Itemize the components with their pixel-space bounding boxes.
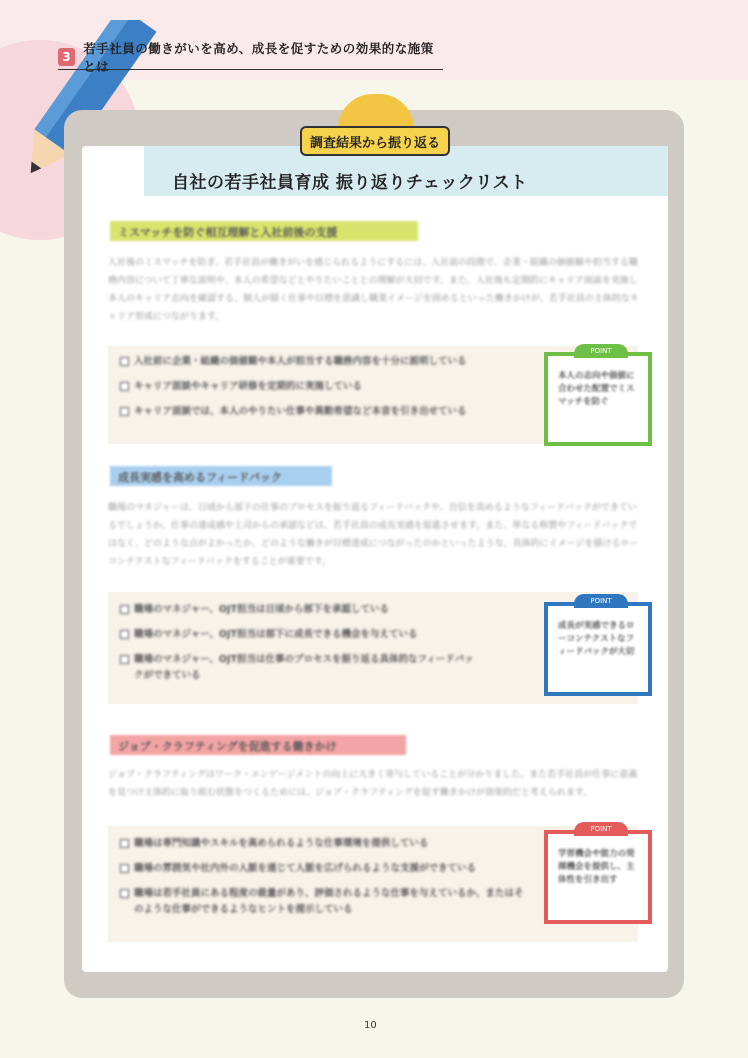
checklist [120, 602, 480, 693]
checklist-item[interactable]: 職場のマネジャー、OJT担当は部下に成長できる機会を与えている [120, 627, 480, 643]
checkbox-icon[interactable] [120, 630, 129, 639]
page-number: 10 [364, 1020, 377, 1031]
section-body-feedback: 職場のマネジャーは、日頃から部下の仕事のプロセスを振り返るフィードバックや、自信を高めるようなフィードバックができているでしょうか。仕事の達成感や上司からの承認などは、若手社員の成長実感を促進させます。また、単なる称賛やフィードバックではなく、どのような点がよかったか、どのような働きが目標達成につながったのかといったような、具体的にイメージを描けるローコンテクストなフィードバックをすることが重要です。 [108, 503, 639, 567]
checkbox-icon[interactable] [120, 357, 129, 366]
point-box-feedback [544, 597, 652, 696]
checklist-item[interactable]: 職場のマネジャー、OJT担当は日頃から部下を承認している [120, 602, 480, 618]
chapter-header [58, 40, 443, 74]
checkbox-icon[interactable] [120, 382, 129, 391]
point-text: 学習機会や能力の発揮機会を提供し、主体性を引き出す [558, 849, 635, 885]
point-tag: POINT [574, 344, 628, 358]
checklist [120, 354, 467, 429]
section-heading-mismatch: ミスマッチを防ぐ相互理解と入社前後の支援 [110, 221, 418, 241]
section-heading-feedback: 成長実感を高めるフィードバック [110, 466, 332, 486]
chapter-title: 若手社員の働きがいを高め、成長を促すための効果的な施策とは [83, 40, 434, 74]
checklist-item[interactable]: キャリア面談では、本人のやりたい仕事や異動希望など本音を引き出せている [120, 404, 467, 420]
checkbox-icon[interactable] [120, 655, 129, 664]
checklist [120, 836, 530, 927]
checkbox-icon[interactable] [120, 605, 129, 614]
checklist-item[interactable]: 職場は若手社員にある程度の裁量があり、評価されるような仕事を与えているか、またはそのような仕事ができるようなヒントを提示している [120, 886, 530, 918]
point-text: 成長が実感できるローコンテクストなフィードバックが大切 [558, 621, 635, 657]
point-box-job-crafting [544, 825, 652, 924]
checklist-item[interactable]: 職場のマネジャー、OJT担当は仕事のプロセスを振り返る具体的なフィードバックができている [120, 652, 480, 684]
checklist-item[interactable]: キャリア面談やキャリア研修を定期的に実施している [120, 379, 467, 395]
checklist-item[interactable]: 入社前に企業・組織の価値観や本人が担当する職務内容を十分に説明している [120, 354, 467, 370]
page-title: 自社の若手社員育成 振り返りチェックリスト [172, 173, 528, 193]
point-box-mismatch [544, 347, 652, 446]
survey-badge: 調査結果から振り返る [300, 126, 450, 156]
point-text: 本人の志向や価値に合わせた配置でミスマッチを防ぐ [558, 371, 635, 407]
checkbox-icon[interactable] [120, 889, 129, 898]
point-tag: POINT [574, 822, 628, 836]
checkbox-icon[interactable] [120, 864, 129, 873]
section-body-job-crafting: ジョブ・クラフティングはワーク・エンゲージメントの向上に大きく寄与していることが分かりました。また若手社員が仕事に意義を見つけ主体的に取り組む状態をつくるためには、ジョブ・クラフティングを促す働きかけが効果的だと考えられます。 [108, 770, 638, 798]
checklist-item[interactable]: 職場は専門知識やスキルを高められるような仕事環境を提供している [120, 836, 530, 852]
checkbox-icon[interactable] [120, 407, 129, 416]
checklist-item[interactable]: 職場の雰囲気や社内外の人脈を通じて人脈を広げられるような支援ができている [120, 861, 530, 877]
chapter-number: 3 [58, 48, 75, 66]
section-body-mismatch: 入社後のミスマッチを防ぎ、若手社員が働きがいを感じられるようにするには、入社前の段階で、企業・組織の価値観や担当する職務内容について丁寧な説明や、本人の希望などとやりたいこととの理解が大切です。また、入社後も定期的にキャリア面談を実施し本人のキャリア志向を確認する、個人が描く仕事や目標を意識し職業イメージを固めるといった働きかけが、若手社員の主体的なキャリア形成につながります。 [108, 258, 639, 322]
point-tag: POINT [574, 594, 628, 608]
checkbox-icon[interactable] [120, 839, 129, 848]
section-heading-job-crafting: ジョブ・クラフティングを促進する働きかけ [110, 735, 406, 755]
